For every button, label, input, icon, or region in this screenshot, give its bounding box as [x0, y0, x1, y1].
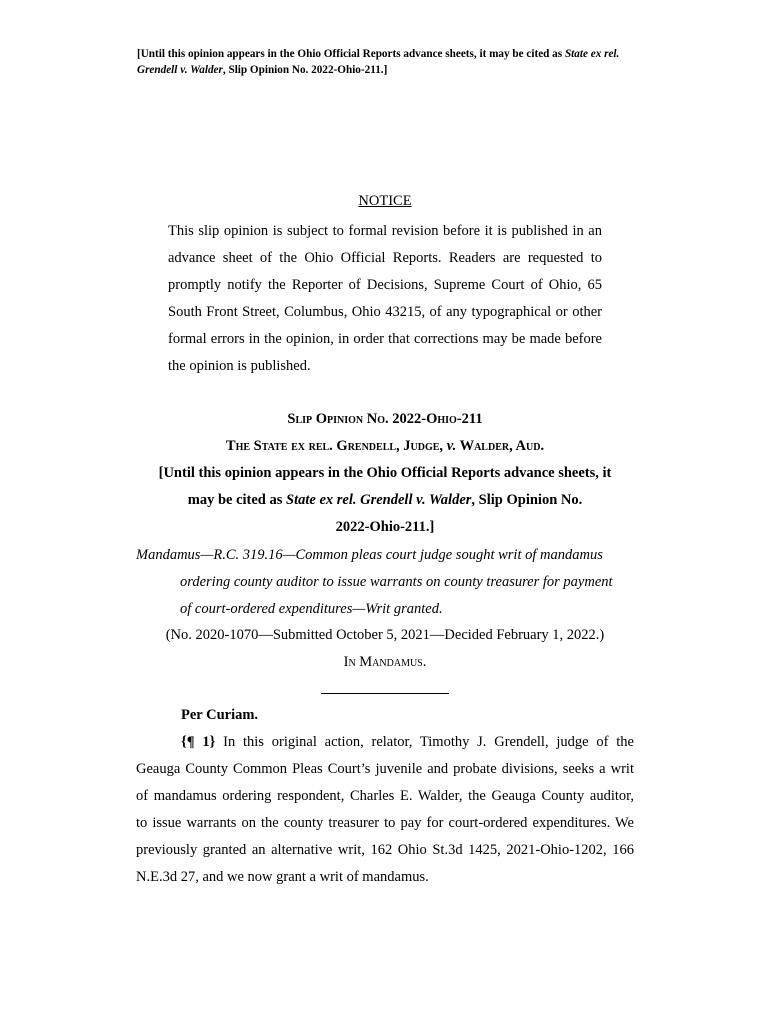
opinion-line: [136, 729, 634, 756]
opinion-line: to issue warrants on the county treasurer to pay for court-ordered expenditures. We: [136, 815, 634, 831]
syllabus: [136, 542, 634, 623]
opinion-line: previously granted an alternative writ, 162 Ohio St.3d 1425, 2021-Ohio-1202, 166: [136, 842, 634, 858]
syllabus-line: of court-ordered expenditures—Writ granted.: [180, 601, 443, 617]
cite-text-end: , Slip Opinion No.: [471, 492, 583, 508]
opinion-line: N.E.3d 27, and we now grant a writ of mandamus.: [136, 869, 429, 885]
header-note-text-end: , Slip Opinion No. 2022-Ohio-211.]: [222, 64, 388, 76]
notice-line: advance sheet of the Ohio Official Reports. Readers are requested to: [168, 250, 602, 266]
docket-line: (No. 2020-1070—Submitted October 5, 2021—Decided February 1, 2022.): [165, 627, 605, 643]
syllabus-line: ordering county auditor to issue warrants on county treasurer for payment: [180, 574, 613, 590]
divider-rule: [321, 693, 449, 694]
case-parties: [0, 433, 770, 460]
header-note-text: [Until this opinion appears in the Ohio Official Reports advance sheets, it may be cited as: [137, 48, 565, 60]
notice-line: the opinion is published.: [168, 358, 311, 374]
cite-text: may be cited as: [187, 492, 287, 508]
notice-line: This slip opinion is subject to formal revision before it is published in an: [168, 223, 602, 239]
opinion-paragraph-1: [136, 729, 634, 891]
party-respondent: Walder, Aud.: [456, 438, 545, 454]
in-mandamus: In Mandamus.: [343, 654, 427, 670]
citation-header-note: [137, 46, 637, 78]
notice-line: South Front Street, Columbus, Ohio 43215, of any typographical or other: [168, 304, 602, 320]
paragraph-mark: {¶ 1}: [181, 734, 216, 750]
party-relator: The State ex rel. Grendell, Judge,: [225, 438, 447, 454]
versus: v.: [446, 438, 457, 454]
notice-body: [168, 218, 602, 380]
notice-line: promptly notify the Reporter of Decisions, Supreme Court of Ohio, 65: [168, 277, 602, 293]
cite-case-name: State ex rel. Grendell v. Walder: [286, 492, 472, 508]
slip-opinion-number: Slip Opinion No. 2022-Ohio-211: [287, 411, 483, 427]
notice-title: NOTICE: [358, 193, 412, 209]
cite-line-2: [0, 487, 770, 514]
notice-line: formal errors in the opinion, in order that corrections may be made before: [168, 331, 602, 347]
opinion-line: Geauga County Common Pleas Court’s juvenile and probate divisions, seeks a writ: [136, 761, 634, 777]
cite-line-3: 2022-Ohio-211.]: [335, 519, 435, 535]
cite-line-1: [Until this opinion appears in the Ohio Official Reports advance sheets, it: [158, 465, 612, 481]
syllabus-line: Mandamus—R.C. 319.16—Common pleas court judge sought writ of mandamus: [136, 547, 603, 563]
per-curiam-heading: Per Curiam.: [181, 707, 259, 723]
opinion-line-text: In this original action, relator, Timothy J. Grendell, judge of the: [215, 734, 634, 750]
opinion-line: of mandamus ordering respondent, Charles E. Walder, the Geauga County auditor,: [136, 788, 634, 804]
header-note-case-name: State ex rel. Grendell v. Walder: [137, 48, 620, 76]
